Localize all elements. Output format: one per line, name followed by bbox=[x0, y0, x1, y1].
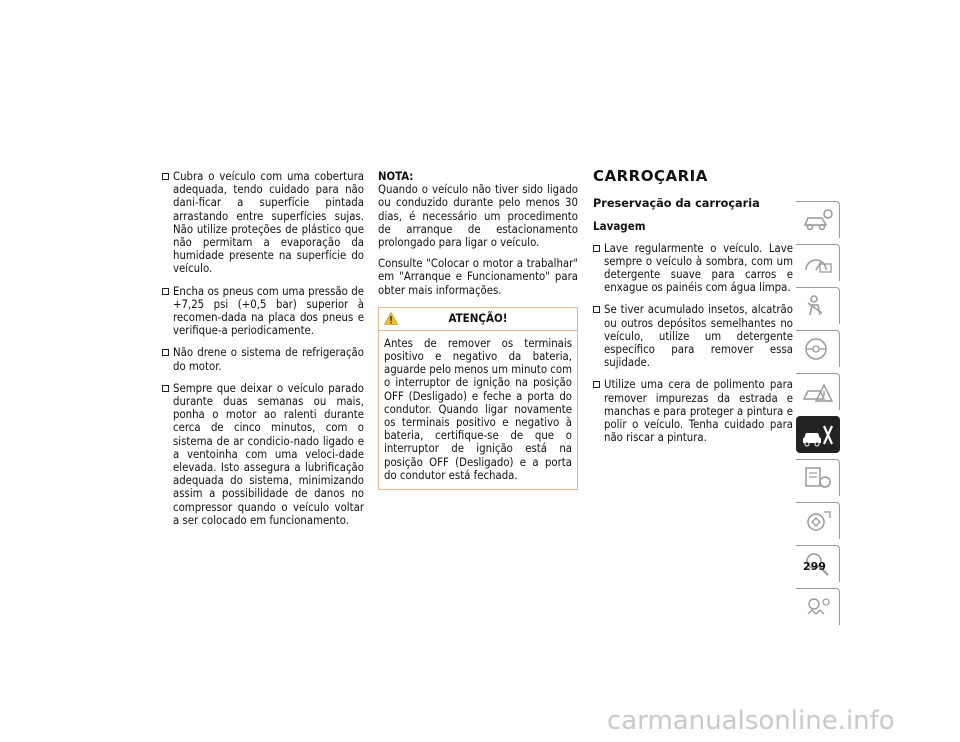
bullet-box-icon bbox=[162, 173, 169, 180]
watermark: carmanualsonline.info bbox=[607, 706, 895, 736]
tab-dashboard[interactable] bbox=[796, 244, 840, 281]
bullet-box-icon bbox=[162, 349, 169, 356]
note-label: NOTA: bbox=[378, 170, 414, 183]
tab-languages[interactable] bbox=[796, 588, 840, 625]
car-service-icon bbox=[802, 422, 834, 448]
storage-bullet-list bbox=[162, 170, 364, 527]
warning-box bbox=[378, 307, 578, 490]
emergency-icon bbox=[802, 379, 834, 405]
bullet-box-icon bbox=[593, 381, 600, 388]
list-item: Sempre que deixar o veículo parado durante duas semanas ou mais, ponha o motor ao ralenti durante cerca de cinco minutos, com o sistema de ar condicio-nado ligado e a ventoinha com uma veloci-dade elevada. Isto assegura a lubrificação adequada do sistema, minimizando assim a possibilidade de danos no compressor quando o veículo voltar a ser colocado em funcionamento. bbox=[162, 382, 364, 527]
warning-header bbox=[379, 308, 577, 331]
list-item: Não drene o sistema de refrigeração do motor. bbox=[162, 346, 364, 372]
washing-bullet-list bbox=[593, 242, 793, 445]
list-item: Encha os pneus com uma pressão de +7,25 psi (+0,5 bar) superior à recomen-dada na placa dos pneus e verifique-a periodicamente. bbox=[162, 285, 364, 338]
subsection-title: Preservação da carroçaria bbox=[593, 197, 760, 211]
warning-text: Antes de remover os terminais positivo e negativo da bateria, aguarde pelo menos um minuto com o interruptor de ignição na posição OFF (Desligado) e feche a porta do condutor. Quando ligar novamente os terminais positivo e negativo à bateria, certifique-se de que o interruptor de ignição está na posição OFF (Desligado) e a porta do condutor está fechada. bbox=[384, 336, 572, 482]
tab-servicing-maintenance[interactable] bbox=[796, 416, 840, 453]
tab-driving[interactable] bbox=[796, 330, 840, 367]
safety-icon bbox=[802, 293, 834, 319]
list-item: Lave regularmente o veículo. Lave sempre o veículo à sombra, com um detergente suave para carros e enxague os painéis com água limpa. bbox=[593, 242, 793, 295]
right-column bbox=[593, 167, 793, 453]
languages-icon bbox=[802, 594, 834, 620]
steering-wheel-icon bbox=[802, 336, 834, 362]
bullet-box-icon bbox=[593, 245, 600, 252]
warning-title: ATENÇÃO! bbox=[448, 310, 508, 325]
section-title: CARROÇARIA bbox=[593, 167, 708, 185]
bullet-box-icon bbox=[593, 306, 600, 313]
tab-car-info[interactable] bbox=[796, 201, 840, 238]
tab-specifications[interactable] bbox=[796, 459, 840, 496]
bullet-box-icon bbox=[162, 288, 169, 295]
dashboard-icon bbox=[802, 250, 834, 276]
tab-emergency[interactable] bbox=[796, 373, 840, 410]
tab-multimedia[interactable] bbox=[796, 502, 840, 539]
list-item: Cubra o veículo com uma cobertura adequada, tendo cuidado para não dani-ficar a superfície pintada arrastando entre superfícies sujas. Não utilize proteções de plástico que não permitam a evaporação da humidade presente na superfície do veículo. bbox=[162, 170, 364, 276]
list-item: Se tiver acumulado insetos, alcatrão ou outros depósitos semelhantes no veículo, utilize um detergente específico para remover essa sujidade. bbox=[593, 303, 793, 369]
middle-column bbox=[378, 170, 578, 490]
specifications-icon bbox=[802, 465, 834, 491]
page-number: 299 bbox=[803, 560, 826, 573]
reference-paragraph: Consulte "Colocar o motor a trabalhar" em "Arranque e Funcionamento" para obter mais informações. bbox=[378, 257, 578, 297]
note-text: Quando o veículo não tiver sido ligado ou conduzido durante pelo menos 30 dias, é necessário um procedimento de arranque de estacionamento prolongado para ligar o veículo. bbox=[378, 183, 578, 250]
washing-heading: Lavagem bbox=[593, 219, 646, 234]
car-info-icon bbox=[802, 207, 834, 233]
left-column bbox=[162, 170, 364, 536]
list-item: Utilize uma cera de polimento para remover impurezas da estrada e manchas e para proteger a pintura e polir o veículo. Tenha cuidado para não riscar a pintura. bbox=[593, 378, 793, 444]
bullet-box-icon bbox=[162, 385, 169, 392]
multimedia-icon bbox=[802, 508, 834, 534]
tab-safety[interactable] bbox=[796, 287, 840, 324]
